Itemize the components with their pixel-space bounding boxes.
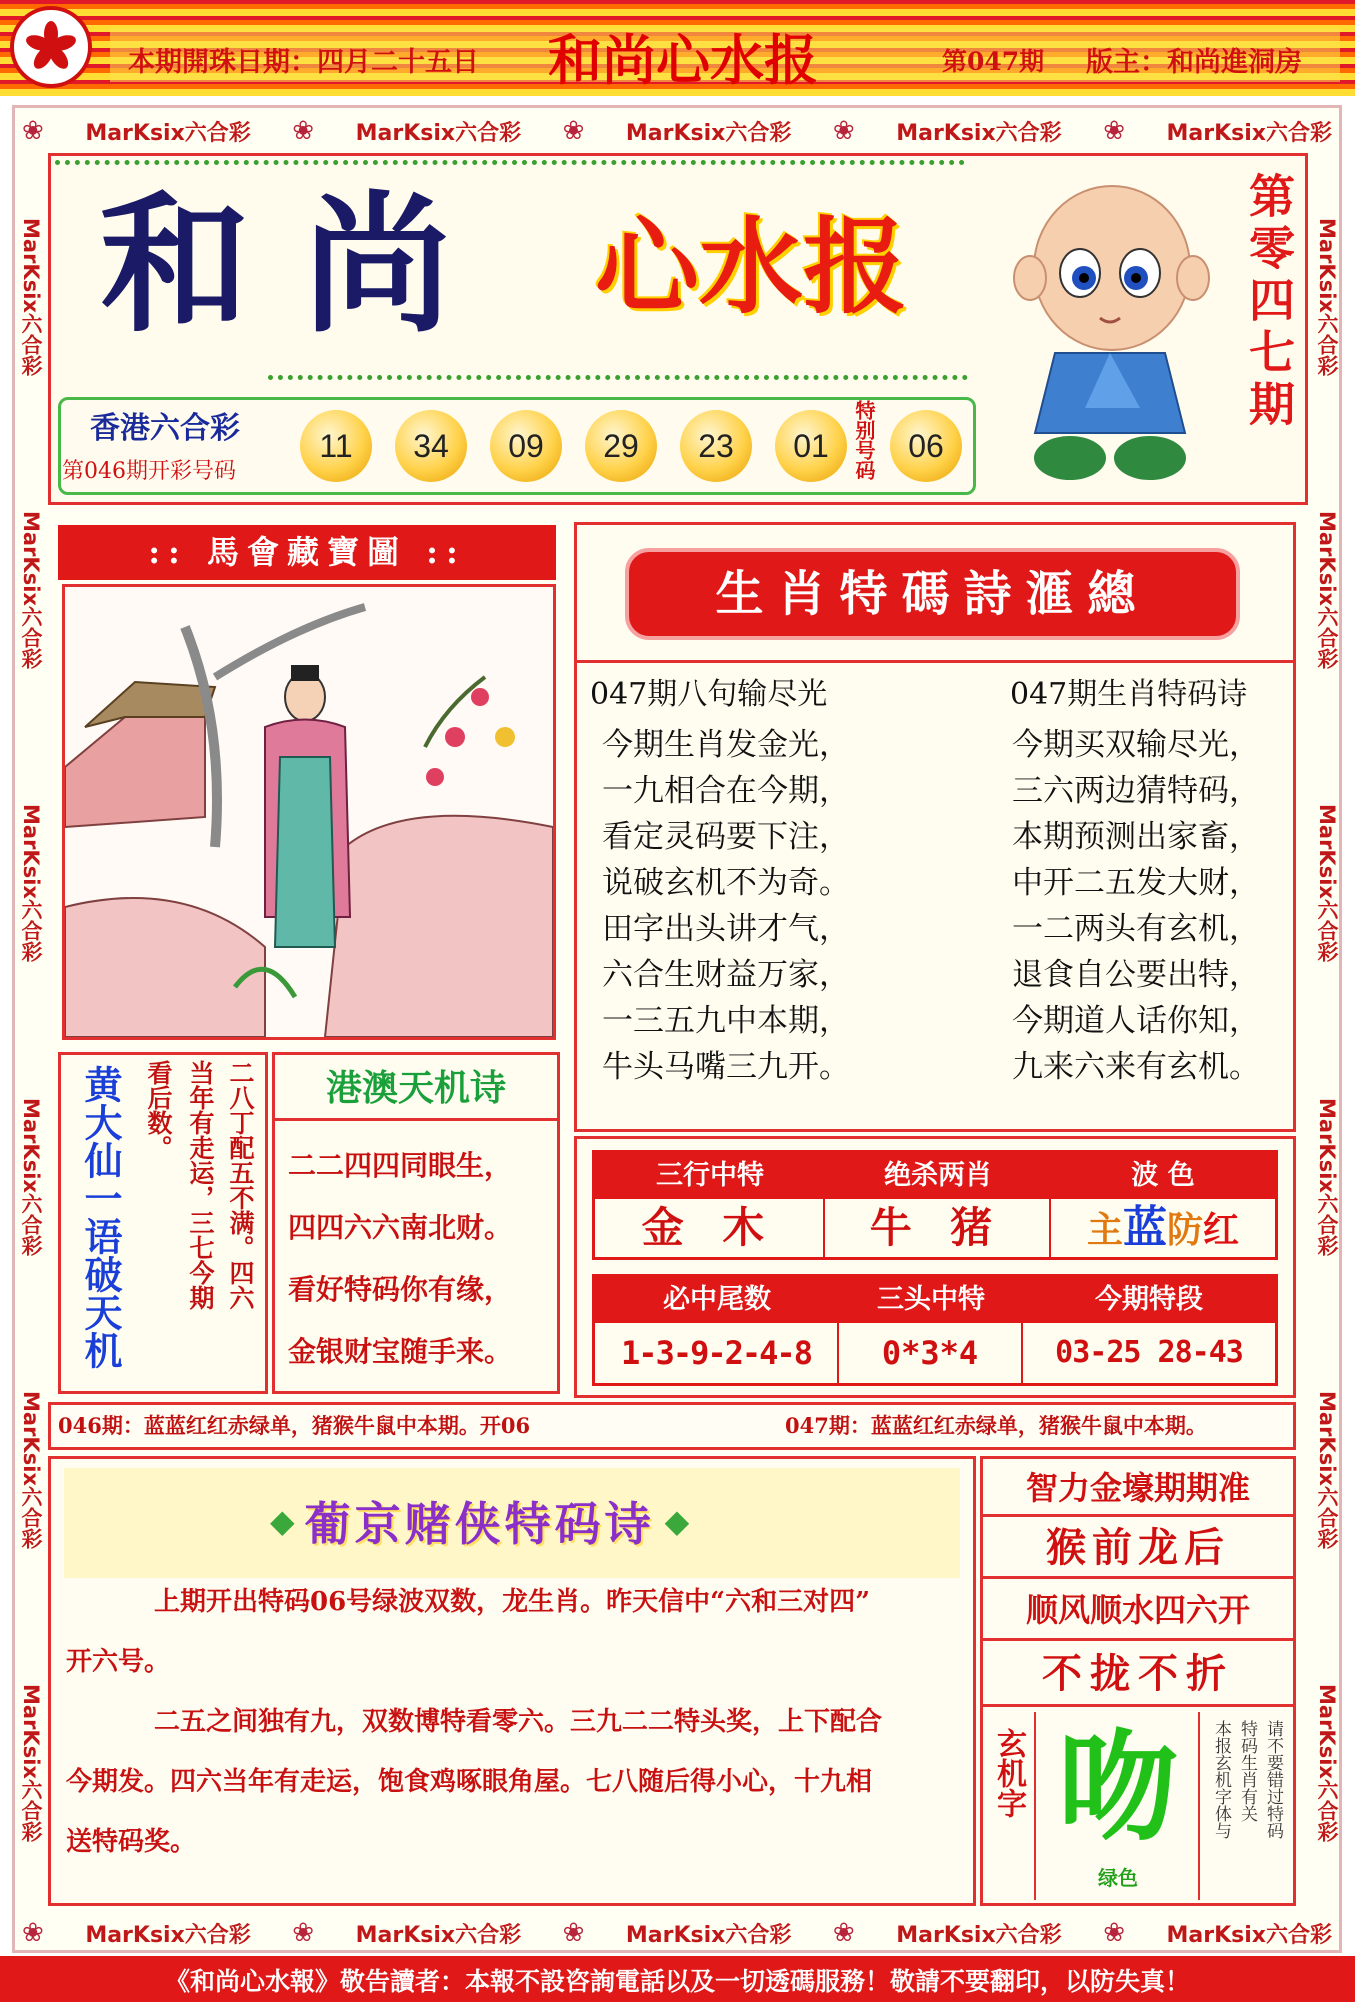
- flower-icon: ❀: [562, 1918, 585, 1948]
- xuanji-color: 绿色: [1098, 1866, 1138, 1890]
- watermark-text: MarKsix六合彩: [896, 121, 1062, 146]
- footer-text: 《和尚心水報》敬告讀者：本報不設咨詢電話以及一切透碼服務！敬請不要翻印，以防失真！: [164, 1967, 1190, 1996]
- gambler-text: [66, 1572, 966, 1872]
- gambler-title-text: 葡京赌侠特码诗: [304, 1497, 655, 1551]
- watermark-text: MarKsix六合彩: [19, 217, 43, 376]
- header-date: 本期開珠日期：四月二十五日: [128, 47, 479, 78]
- stats-value: 03-25 28-43: [1055, 1335, 1243, 1370]
- gambler-title: [270, 1488, 689, 1554]
- watermark-left: [14, 150, 46, 1910]
- poem-line: 一三五九中本期，: [602, 1003, 850, 1039]
- poem-line: 田字出头讲才气，: [602, 911, 850, 947]
- monk-mascot-illustration: [1000, 168, 1220, 498]
- poem-line: 今期道人话你知，: [1012, 1003, 1260, 1039]
- zodiac-right-heading: 047期生肖特码诗: [1010, 677, 1248, 712]
- stats-table-1: [592, 1150, 1278, 1260]
- poem-line: 看好特码你有缘，: [288, 1273, 513, 1306]
- xuanji-label: 玄机字: [991, 1728, 1026, 1818]
- hk-emblem-icon: [10, 6, 92, 88]
- treasure-map-title: :: 馬會藏寶圖 ::: [58, 525, 556, 580]
- stats-header: 今期特段: [1023, 1277, 1275, 1323]
- zodiac-divider: [577, 660, 1293, 663]
- zodiac-right-lines: [1012, 722, 1260, 1090]
- wave-color-cell: [1051, 1199, 1275, 1257]
- huang-daxian-col1: 看后数。: [144, 1060, 173, 1160]
- hk-macau-divider: [275, 1118, 557, 1121]
- masthead-title-left: 和 尚: [100, 177, 453, 353]
- huang-daxian-title: 黄大仙一语破天机: [78, 1065, 123, 1369]
- flower-icon: ❀: [562, 116, 585, 146]
- poem-line: 今期买双输尽光，: [1012, 727, 1260, 763]
- stats-value: 1-3-9-2-4-8: [595, 1323, 839, 1383]
- zodiac-poems-title: 生肖特碼詩滙總: [625, 548, 1240, 640]
- xuanji-char: 吻: [1058, 1717, 1178, 1858]
- poem-line: 一二两头有玄机，: [1012, 911, 1260, 947]
- poem-line: 看定灵码要下注，: [602, 819, 850, 855]
- poem-line: 今期生肖发金光，: [602, 727, 850, 763]
- poem-line: 二二四四同眼生，: [288, 1149, 513, 1182]
- stats-header: 绝杀两肖: [825, 1153, 1051, 1199]
- masthead-title-right: 心水报: [595, 205, 908, 328]
- flower-icon: ❀: [1103, 1918, 1125, 1948]
- flower-icon: ❀: [292, 116, 315, 146]
- watermark-bottom: [22, 1918, 1332, 1949]
- wave-guard-label: 防: [1166, 1209, 1203, 1251]
- huang-daxian-col3: 二八丁配五不满。四六: [226, 1060, 255, 1310]
- result-ball: 01: [775, 410, 847, 482]
- right-row-3: 顺风顺水四六开: [983, 1579, 1293, 1641]
- poem-line: 退食自公要出特，: [1012, 957, 1260, 993]
- watermark-text: MarKsix六合彩: [1315, 804, 1339, 963]
- stats-header: 三行中特: [595, 1153, 825, 1199]
- xuanji-note-col3: 本报玄机字体与: [1211, 1720, 1231, 1839]
- watermark-text: MarKsix六合彩: [1166, 121, 1332, 146]
- watermark-text: MarKsix六合彩: [1315, 1391, 1339, 1549]
- special-ball: 06: [890, 410, 962, 482]
- watermark-text: MarKsix六合彩: [85, 1923, 251, 1948]
- result-ball: 23: [680, 410, 752, 482]
- result-ball: 11: [300, 410, 372, 482]
- watermark-text: MarKsix六合彩: [355, 121, 522, 146]
- watermark-text: MarKsix六合彩: [1315, 1684, 1339, 1843]
- result-label-top: 香港六合彩: [90, 411, 240, 446]
- gambler-line: 开六号。: [66, 1647, 171, 1677]
- flower-icon: ❀: [832, 116, 855, 146]
- watermark-text: MarKsix六合彩: [625, 1923, 792, 1948]
- xuanji-note-col2: 特码生肖有关: [1237, 1720, 1257, 1822]
- right-row-2: 猴前龙后: [983, 1517, 1293, 1579]
- flower-icon: ❀: [1103, 116, 1125, 146]
- right-row-4: 不拢不折: [983, 1641, 1293, 1707]
- poem-line: 六合生财益万家，: [602, 957, 850, 993]
- wave-main-color: 蓝: [1122, 1202, 1167, 1253]
- watermark-text: MarKsix六合彩: [896, 1923, 1062, 1948]
- hk-macau-lines: [288, 1135, 558, 1383]
- poem-line: 三六两边猜特码，: [1012, 773, 1260, 809]
- watermark-text: MarKsix六合彩: [1315, 511, 1339, 669]
- watermark-text: MarKsix六合彩: [355, 1923, 522, 1948]
- watermark-text: MarKsix六合彩: [85, 121, 251, 146]
- gambler-line: 上期开出特码06号绿波双数，龙生肖。昨天信中“六和三对四”: [154, 1587, 871, 1617]
- poem-line: 一九相合在今期，: [602, 773, 850, 809]
- poem-line: 九来六来有玄机。: [1012, 1049, 1260, 1085]
- poem-line: 牛头马嘴三九开。: [602, 1049, 850, 1085]
- poem-line: 中开二五发大财，: [1012, 865, 1260, 901]
- watermark-text: MarKsix六合彩: [19, 511, 43, 669]
- gambler-line: 今期发。四六当年有走运，饱食鸡啄眼角屋。七八随后得小心，十九相: [66, 1767, 873, 1797]
- masthead-issue-vertical: 第零四七期: [1242, 172, 1296, 432]
- result-ball: 34: [395, 410, 467, 482]
- header-moderator: 版主：和尚進洞房: [1086, 47, 1302, 78]
- wave-main-label: 主: [1086, 1209, 1123, 1251]
- stats-value: 牛 猪: [825, 1199, 1051, 1257]
- watermark-text: MarKsix六合彩: [1315, 1097, 1339, 1256]
- wave-guard-color: 红: [1203, 1209, 1240, 1251]
- gambler-line: 送特码奖。: [66, 1827, 197, 1857]
- flower-icon: ❀: [832, 1918, 855, 1948]
- stats-value: 金 木: [595, 1199, 825, 1257]
- diamond-icon: ◆: [664, 1502, 690, 1540]
- hk-macau-title: 港澳天机诗: [325, 1067, 506, 1109]
- watermark-text: MarKsix六合彩: [19, 1097, 43, 1256]
- poem-line: 说破玄机不为奇。: [602, 865, 850, 901]
- zodiac-left-lines: [602, 722, 850, 1090]
- watermark-text: MarKsix六合彩: [19, 1684, 43, 1843]
- watermark-text: MarKsix六合彩: [625, 121, 792, 146]
- result-label-bottom: 第046期开彩号码: [62, 459, 236, 484]
- watermark-text: MarKsix六合彩: [19, 804, 43, 963]
- record-prev: 046期：蓝蓝红红赤绿单，猪猴牛鼠中本期。开06: [58, 1413, 531, 1438]
- flower-icon: ❀: [22, 1918, 44, 1948]
- header-title: 和尚心水报: [548, 28, 818, 92]
- header-issue: 第047期: [942, 47, 1045, 76]
- watermark-text: MarKsix六合彩: [1315, 217, 1339, 376]
- treasure-map-image: [62, 584, 556, 1040]
- watermark-text: MarKsix六合彩: [19, 1391, 43, 1549]
- diamond-icon: ◆: [270, 1502, 295, 1540]
- xuanji-note-col1: 请不要错过特码: [1263, 1720, 1283, 1839]
- right-row-1: 智力金壕期期准: [983, 1459, 1293, 1517]
- poem-line: 金银财宝随手来。: [288, 1335, 513, 1368]
- watermark-right: [1310, 150, 1342, 1910]
- result-ball: 29: [585, 410, 657, 482]
- vine-decoration-bottom: [268, 375, 968, 395]
- zodiac-left-heading: 047期八句输尽光: [590, 677, 828, 712]
- stats-header: 波 色: [1051, 1153, 1275, 1199]
- watermark-top: [22, 116, 1332, 147]
- poem-line: 本期预测出家畜，: [1012, 819, 1260, 855]
- flower-icon: ❀: [22, 116, 44, 146]
- watermark-text: MarKsix六合彩: [1166, 1923, 1332, 1948]
- gambler-line: 二五之间独有九，双数博特看零六。三九二二特头奖，上下配合: [154, 1707, 883, 1737]
- record-curr: 047期：蓝蓝红红赤绿单，猪猴牛鼠中本期。: [785, 1413, 1207, 1438]
- flower-icon: ❀: [292, 1918, 315, 1948]
- stats-header: 必中尾数: [595, 1277, 839, 1323]
- special-number-label: 特别号码: [852, 400, 876, 480]
- stats-value: 0*3*4: [839, 1323, 1023, 1383]
- poem-line: 四四六六南北财。: [288, 1211, 513, 1244]
- huang-daxian-col2: 当年有走运，三七今期: [186, 1060, 215, 1310]
- stats-header: 三头中特: [839, 1277, 1023, 1323]
- result-ball: 09: [490, 410, 562, 482]
- stats-table-2: [592, 1274, 1278, 1386]
